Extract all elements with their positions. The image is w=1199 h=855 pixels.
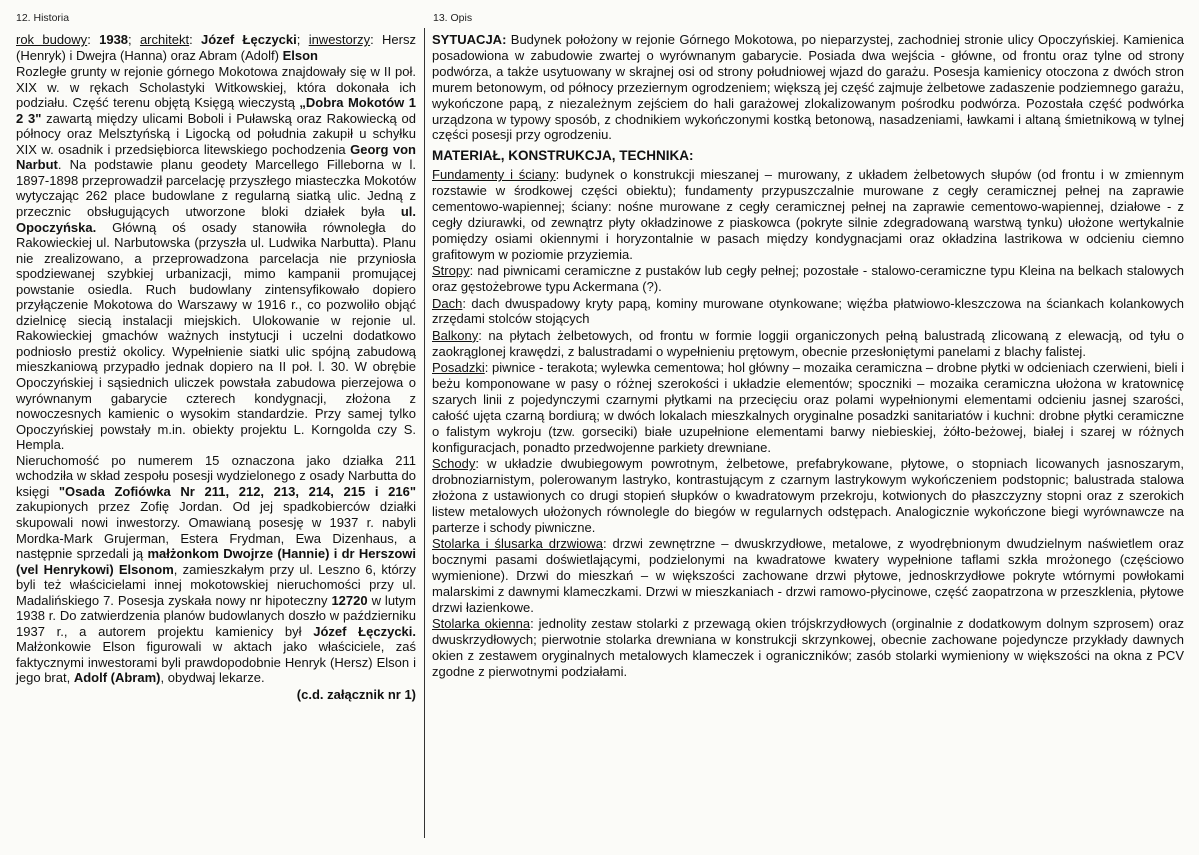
column-divider <box>424 28 425 838</box>
item-ceilings: Stropy: nad piwnicami ceramiczne z pustaków lub cegły pełnej; pozostałe - stalowo-ceramiczne typu Kleina na belkach stalowych oraz gęstożebrowe typu Ackermana (?). <box>432 263 1184 295</box>
history-paragraph-1: Rozległe grunty w rejonie górnego Mokotowa znajdowały się w II poł. XIX w. w rękach Scholastyki Witkowskiej, która dokonała ich podziału. Część terenu objętą Księgą wieczystą „Dobra Mokotów 1 2 3" zawartą między ulicami Boboli i Puławską oraz Rakowiecką od północy oraz Melsztyńską i Ligocką od południa zakupił u schyłku XIX w. osadnik i przedsiębiorca litewskiego pochodzenia Georg von Narbut. Na podstawie planu geodety Marcellego Filleborna w l. 1897-1898 przeprowadził parcelację przyszłego miasteczka Mokotów wytyczając 262 place budowlane z regularną siatką ulic. Jedną z przecznic obsługujących utworzone bloki działek była ul. Opoczyńska. Główną oś osady stanowiła równoległa do Rakowieckiej ul. Narbutowska (przyszła ul. Ludwika Narbutta). Planu nie zrealizowano, a przeprowadzona parcelacja nie przyniosła spodziewanej szybkiej urbanizacji, mimo kampanii promującej powstanie osiedla. Ruch budowlany zintensyfikowało dopiero przyłączenie Mokotowa do Warszawy w 1916 r., co pozwoliło objąć dzielnicę siecią instalacji miejskich. Ulokowanie w rejonie ul. Rakowieckiej gmachów ważnych instytucji i uczelni dodatkowo podniosło prestiż okolicy. Wypełnienie siatki ulic spójną zabudową mieszkaniową przypadło jednak dopiero na II poł. l. 30. W obrębie Opoczyńskiej i sąsiednich uliczek powstała zabudowa pierzejowa o wyrównanym gabarycie czterech kondygnacji, złożona z nowoczesnych kamienic o wysokim standardzie. Przy samej tylko Opoczyńskiej powstały m.in. obiekty projektu L. Korngolda czy S. Hempla. <box>16 64 416 453</box>
item-floors: Posadzki: piwnice - terakota; wylewka cementowa; hol główny – mozaika ceramiczna – drobne płytki w odcieniach czerwieni, bieli i beżu komponowane w pasy o różnej szerokości i układzie elementów; spoczniki – mozaika ceramiczna ułożona w kratownicę szarych linii z pojedynczymi czarnymi płytkami na przecięciu oraz polami wypełnionymi elementami odcieniu jasnej szarości, całość ujęta czarną bordiurą; w dwóch lokalach mieszkalnych oryginalne posadzki sanitariatów i kuchni: drobne płytki ceramiczne o falistym wykroju (tzw. gorseciki) białe uzupełnione elementami barwy niebieskiej, żółto-beżowej, białej i szarej w różnych konfiguracjach, ponadto przedwojenne parkiety drewniane. <box>432 360 1184 455</box>
materials-heading: MATERIAŁ, KONSTRUKCJA, TECHNIKA: <box>432 148 694 164</box>
item-foundations-walls: Fundamenty i ściany: budynek o konstrukcji mieszanej – murowany, z układem żelbetowych słupów (od frontu i w zmiennym rozstawie w środkowej części obiektu); fundamenty przypuszczalnie murowane z cegły ceramicznej pełnej na zaprawie cementowo-wapiennej; ściany: nośne murowane z cegły ceramicznej pełnej na zaprawie cementowo-wapiennej, działowe - z cegły dziurawki, od zewnątrz płyty okładzinowe z piaskowca (pokryte silnie zdegradowaną warstwą tynku) ułożone wertykalnie pomiędzy osiami okiennymi i horyzontalnie w pasach między kondygnacjami oraz okładzina lastrikowa w odcieniu ciemno grafitowym w poziomie przyziemia. <box>432 167 1184 262</box>
item-balconies: Balkony: na płytach żelbetowych, od frontu w formie loggii organiczonych pełną balustradą zlicowaną z elewacją, od tyłu o zaokrąglonej krawędzi, z balustradami o wypełnieniu prętowym, obecnie przesłoniętymi panelami z blachy falistej. <box>432 327 1184 359</box>
item-roof: Dach: dach dwuspadowy kryty papą, kominy murowane otynkowane; więźba płatwiowo-kleszczowa na ściankach kolankowych zrzędami stolców stojących <box>432 295 1184 327</box>
situation-paragraph: SYTUACJA: Budynek położony w rejonie Górnego Mokotowa, po nieparzystej, zachodniej stronie ulicy Opoczyńskiej. Kamienica posadowiona w zabudowie zwartej o wyrównanym gabarycie. Posiada dwa wejścia - główne, od frontu oraz tylne od strony podwórza, a także usytuowany w skrajnej osi od strony południowej wjazd do garażu. Posesja kamienicy otoczona z dwóch stron murem betonowym, od północy przeziernym ogrodzeniem; większą jej część zajmuje żelbetowe zadaszenie podziemnego garażu, wykończone papą, z niezależnym zejściem do hali garażowej zlokalizowanym pośrodku podwórza. Pozostała część podwórka urządzona w typowy sposób, z chodnikiem wykończonymi kostką betonową, nasadzeniami, ławkami i altaną śmietnikową w tylnej części posesji przy ogrodzeniu. <box>432 32 1184 143</box>
history-intro: rok budowy: 1938; architekt: Józef Łęczycki; inwestorzy: Hersz (Henryk) i Dwejra (Hanna) oraz Abram (Adolf) Elson <box>16 32 416 63</box>
item-stairs: Schody: w układzie dwubiegowym powrotnym, żelbetowe, prefabrykowane, płytowe, o stopniach licowanych jasnoszarym, drobnoziarnistym, polerowanym lastryko, kontrastującym z czarnym lastrykowym wykończeniem podstopnic; balustrada stalowa złożona z ustawionych co drugi stopień słupków o kwadratowym przekroju, kotwionych do płaszczyzny stopni oraz z szerokich listew metalowych ułożonych równolegle do biegów w regularnych odstępach. Analogicznie wykończone biegi wyrównawcze na parterze i schody piwniczne. <box>432 456 1184 535</box>
history-column <box>16 32 416 703</box>
item-windows: Stolarka okienna: jednolity zestaw stolarki z przewagą okien trójskrzydłowych (orginalnie z dodatkowym dolnym szprosem) oraz dwuskrzydłowych; pierwotnie stolarka drewniana w konstrukcji skrzynkowej, obecnie zachowane pojedyncze przykłady dawnych okien z zestawem oryginalnych metalowych klameczek i ograniczników; zasób stolarki wymieniony w większości na okna z PCV zgodne z pierwotnymi podziałami. <box>432 616 1184 679</box>
description-column <box>432 32 1184 680</box>
section-title-history: 12. Historia <box>16 12 70 24</box>
section-title-description: 13. Opis <box>433 12 473 24</box>
history-paragraph-2: Nieruchomość po numerem 15 oznaczona jako działka 211 wchodziła w skład zespołu posesji wydzielonego z osady Narbutta do księgi "Osada Zofiówka Nr 211, 212, 213, 214, 215 i 216" zakupionych przez Zofię Jordan. Od jej spadkobierców działki skupowali nowi inwestorzy. Omawianą posesję w 1937 r. nabyli Mordka-Mark Grujerman, Estera Frydman, Ewa Dizenhaus, a następnie sprzedali ją małżonkom Dwojrze (Hannie) i dr Herszowi (vel Henrykowi) Elsonom, zamieszkałym przy ul. Leszno 6, którzy byli też właścicielami innej mokotowskiej nieruchomości przy ul. Madalińskiego 7. Posesja zyskała nowy nr hipoteczny 12720 w lutym 1938 r. Do zatwierdzenia planów budowlanych doszło w październiku 1937 r., a autorem projektu kamienicy był Józef Łęczycki. Małżonkowie Elson figurowali w aktach jako właściciele, zaś faktycznymi inwestorami byli prawdopodobnie Henryk (Hersz) Elson i jego brat, Adolf (Abram), obydwaj lekarze. <box>16 452 416 686</box>
annex-reference: (c.d. załącznik nr 1) <box>296 686 416 702</box>
item-doors: Stolarka i ślusarka drzwiowa: drzwi zewnętrzne – dwuskrzydłowe, metalowe, z wyodrębnionym dwudzielnym naświetlem oraz bocznymi pasami doświetlającymi, podzielonymi na kwadratowe kwatery wypełnione taflami szkła mrożonego (częściowo wymienione). Drzwi do mieszkań – w większości zachowane drzwi płytowe, jednoskrzydłowe pokryte wtórnymi powłokami malarskimi z dawnymi klameczkami. Drzwi w mieszkaniach - drzwi ramowo-płycinowe, część zaopatrzona w przeszklenia, płytowe drzwi łazienkowe. <box>432 536 1184 615</box>
